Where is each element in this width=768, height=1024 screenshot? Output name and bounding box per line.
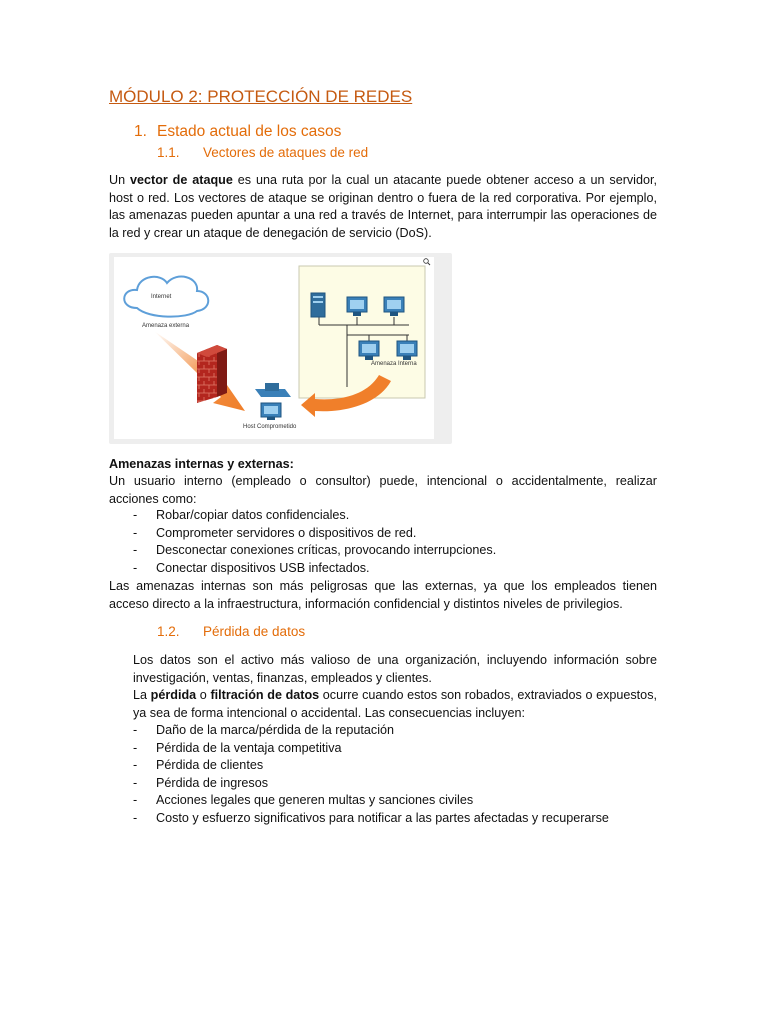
threats-heading: Amenazas internas y externas: [109,457,294,471]
list-item: - Comprometer servidores o dispositivos de red. [109,525,657,543]
list-item: - Pérdida de la ventaja competitiva [109,740,657,758]
section-number: 1. [134,123,147,140]
intro-lead: Un [109,173,130,187]
list-item: - Pérdida de clientes [109,757,657,775]
external-threat-label: Amenaza externa [142,323,190,329]
p2-mid: o [196,688,211,702]
list-item: - Desconectar conexiones críticas, provocando interrupciones. [109,542,657,560]
document-page [109,86,657,825]
internal-network-panel [299,266,425,398]
section-title: Estado actual de los casos [157,123,342,140]
internet-label: Internet [151,294,172,300]
consequences-list [109,722,657,828]
data-loss-paragraph-1: Los datos son el activo más valioso de una organización, incluyendo información sobre investigación, ventas, finanzas, empleados y clientes. [133,653,657,685]
threats-closing: Las amenazas internas son más peligrosas que las externas, ya que los empleados tienen acceso directo a la infraestructura, información confidencial y distintos niveles de privilegios. [109,579,657,611]
p2-lead: La [133,688,151,702]
server-icon [311,293,325,317]
threats-intro: Un usuario interno (empleado o consultor) puede, intencional o accidentalmente, realizar acciones como: [109,474,657,506]
firewall-icon [197,345,227,403]
list-item: - Conectar dispositivos USB infectados. [109,560,657,578]
p2-rest: ocurre cuando estos son robados, extraviados o expuestos, ya sea de forma intencional o accidental. Las consecuencias incluyen: [133,688,657,720]
threats-list [109,507,657,577]
data-loss-paragraph-2 [133,687,657,722]
list-item: - Daño de la marca/pérdida de la reputación [109,722,657,740]
intro-bold-term: vector de ataque [130,173,233,187]
p2-bold-term-1: pérdida [150,688,197,702]
list-item: - Acciones legales que generen multas y sanciones civiles [109,792,657,810]
subsection-heading-1-1 [157,144,368,162]
subsection-title: Vectores de ataques de red [203,145,369,160]
subsection-number: 1.1. [157,145,180,160]
section-heading-1 [134,122,341,142]
list-item: - Pérdida de ingresos [109,775,657,793]
module-title: MÓDULO 2: PROTECCIÓN DE REDES [109,87,413,106]
intro-paragraph [109,172,657,242]
internal-threat-label: Amenaza Interna [371,361,417,367]
attack-vectors-figure [109,253,452,444]
list-item: - Costo y esfuerzo significativos para notificar a las partes afectadas y recuperarse [109,810,657,828]
subsection-heading-1-2 [157,623,305,641]
list-item: - Robar/copiar datos confidenciales. [109,507,657,525]
subsection-number: 1.2. [157,624,180,639]
intro-rest: es una ruta por la cual un atacante puede obtener acceso a un servidor, host o red. Los vectores de ataque se originan dentro o fuera de la red corporativa. Por ejemplo, las amenazas pueden apuntar a una red a través de Internet, para interrumpir las operaciones de la red y crear un ataque de denegación de servicio (DoS). [109,173,657,240]
p2-bold-term-2: filtración de datos [210,688,320,702]
compromised-host-label: Host Comprometido [243,424,297,430]
subsection-title: Pérdida de datos [203,624,306,639]
